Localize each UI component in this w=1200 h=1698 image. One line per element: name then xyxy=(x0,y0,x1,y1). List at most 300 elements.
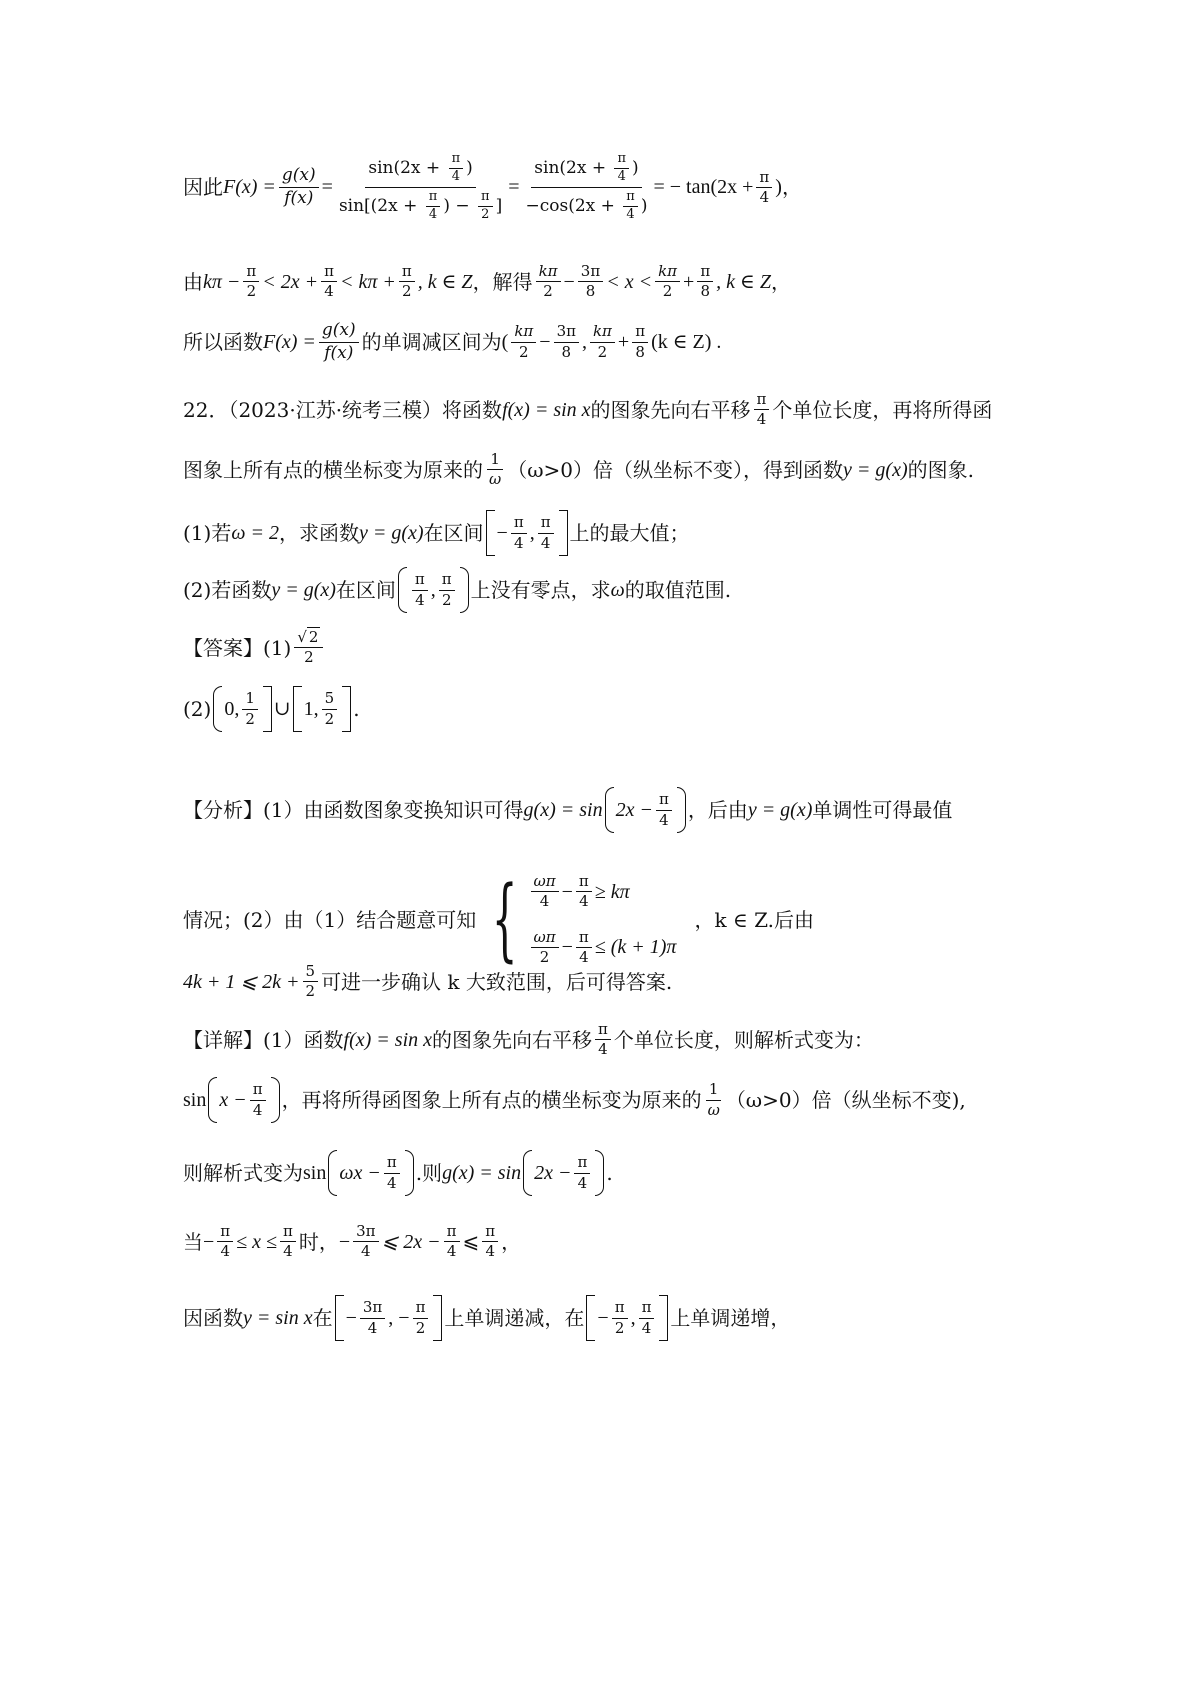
math-token: F(x) = xyxy=(263,331,316,354)
math-token: π xyxy=(399,262,415,282)
math-fraction xyxy=(384,1153,400,1193)
math-token: 8 xyxy=(635,342,645,361)
math-token xyxy=(586,1295,595,1341)
math-token: 4 xyxy=(539,892,550,911)
math-token: 3π xyxy=(360,1298,385,1318)
math-token: ，解得 xyxy=(472,269,533,294)
math-fraction xyxy=(756,168,772,208)
math-token: sin(2x + xyxy=(368,157,446,178)
math-fraction xyxy=(754,390,770,430)
analysis-line-2 xyxy=(183,866,815,972)
analysis-line-1 xyxy=(183,787,952,833)
math-token xyxy=(605,787,614,833)
math-fraction xyxy=(444,1222,460,1262)
math-fraction xyxy=(614,151,629,186)
math-fraction xyxy=(482,1222,498,1262)
math-token: 4 xyxy=(759,187,770,206)
math-token: 上单调递减，在 xyxy=(444,1306,585,1330)
math-token: 1 xyxy=(242,689,258,709)
detail-line-2 xyxy=(183,1077,966,1123)
math-token xyxy=(336,188,505,225)
math-token: ， xyxy=(501,1229,522,1254)
math-fraction xyxy=(595,1020,611,1060)
math-token: 的图象先向右平移 xyxy=(432,1027,592,1052)
math-token: 【详解】(1）函数 xyxy=(183,1027,344,1052)
math-token: − xyxy=(345,1307,357,1329)
math-fraction xyxy=(705,1080,723,1120)
math-token: , xyxy=(581,331,587,354)
math-token: 在 xyxy=(312,1306,333,1330)
math-token: 1, xyxy=(303,698,319,720)
math-token: 的图象. xyxy=(907,457,974,482)
math-token: 4 xyxy=(252,1100,263,1119)
math-fraction xyxy=(439,570,455,610)
math-token xyxy=(271,1077,280,1123)
math-token: 上的最大值； xyxy=(569,521,690,545)
math-fraction xyxy=(574,1153,590,1193)
math-token: π xyxy=(756,168,772,188)
math-token: 5 xyxy=(303,962,319,982)
math-token: 4 xyxy=(659,810,669,829)
math-token: 2 xyxy=(614,1318,625,1337)
math-token: π xyxy=(612,1298,628,1318)
math-token: ≤ (k + 1)π xyxy=(594,936,677,959)
question-22-line2 xyxy=(183,450,974,490)
fraction-sin-over-neg-cos xyxy=(522,150,650,225)
math-token: 上单调递增， xyxy=(670,1306,791,1330)
analysis-line-3 xyxy=(183,962,672,1002)
math-token: 2 xyxy=(543,282,553,301)
math-token: 2x − xyxy=(615,799,653,821)
math-token: 2 xyxy=(245,709,255,728)
math-token: 【分析】(1）由函数图象变换知识可得 xyxy=(183,798,524,822)
math-fraction xyxy=(321,262,337,302)
math-token: 4 xyxy=(641,1318,652,1337)
math-token: y = g(x) xyxy=(358,522,424,544)
math-fraction xyxy=(478,189,493,224)
math-token: 4 xyxy=(513,533,524,552)
math-fraction xyxy=(531,872,559,912)
math-token: kπ − xyxy=(203,270,241,293)
math-token: y = g(x) xyxy=(747,799,813,821)
math-token: （ω>0）倍（纵坐标不变), xyxy=(725,1088,966,1112)
math-token: − xyxy=(203,1230,215,1253)
math-token: （ω>0）倍（纵坐标不变），得到函数 xyxy=(507,457,844,482)
math-token: π xyxy=(574,1153,590,1173)
math-token: . xyxy=(606,1161,613,1185)
math-token xyxy=(595,1150,604,1196)
math-token xyxy=(433,1295,442,1341)
math-fraction xyxy=(449,151,464,186)
math-token: 上没有零点，求 xyxy=(470,578,611,602)
math-token: ω xyxy=(610,579,625,601)
math-fraction xyxy=(303,962,319,1002)
math-token: π xyxy=(321,262,337,282)
answer-part-1 xyxy=(183,628,326,668)
math-token: π xyxy=(449,151,464,169)
math-token: kπ xyxy=(536,262,561,282)
math-token xyxy=(398,567,407,613)
math-token: π xyxy=(412,570,428,590)
formula-inequality xyxy=(183,262,791,302)
math-token: π xyxy=(576,928,592,948)
math-fraction xyxy=(217,1222,233,1262)
math-token: − xyxy=(561,936,573,959)
math-token xyxy=(522,188,650,225)
math-token: , k ∈ Z xyxy=(417,270,473,293)
math-token: 4 xyxy=(540,533,551,552)
detail-line-5 xyxy=(183,1295,790,1341)
math-token: 4 xyxy=(361,1242,371,1261)
math-token: g(x) = sin xyxy=(442,1162,522,1184)
math-token: f(x) xyxy=(284,187,314,208)
math-token: , k ∈ Z xyxy=(716,270,771,293)
math-token: 因函数 xyxy=(183,1306,243,1330)
math-fraction xyxy=(511,322,536,362)
math-token: g(x) = sin xyxy=(523,799,603,821)
math-token xyxy=(263,686,272,732)
math-token: (2)若函数 xyxy=(183,578,272,602)
math-token xyxy=(293,686,302,732)
question-22 xyxy=(183,390,992,430)
detail-line-4 xyxy=(183,1222,521,1262)
math-fraction xyxy=(413,1298,429,1338)
text-prefix: 因此 xyxy=(183,175,223,200)
math-token: ，再将所得函图象上所有点的横坐标变为原来的 xyxy=(281,1088,702,1112)
math-token: kπ xyxy=(590,322,615,342)
math-token: 2 xyxy=(305,982,316,1001)
question-part-2 xyxy=(183,567,731,613)
math-fraction xyxy=(360,1298,385,1338)
math-token: 4 xyxy=(579,892,589,911)
math-fraction xyxy=(322,689,338,729)
math-token: π xyxy=(439,570,455,590)
math-fraction xyxy=(576,872,592,912)
math-token: − xyxy=(496,522,508,544)
math-token xyxy=(677,787,686,833)
math-fraction xyxy=(623,189,638,224)
math-token: 4 xyxy=(451,168,460,184)
math-token: 3π xyxy=(554,322,579,342)
math-token: f(x) xyxy=(324,342,354,363)
math-token: 2 xyxy=(402,282,412,301)
math-token: π xyxy=(639,1298,655,1318)
math-token: ) − xyxy=(443,195,476,216)
math-token: π xyxy=(754,390,770,410)
math-token: 4k + 1 ⩽ 2k + xyxy=(183,970,300,993)
math-token: π xyxy=(243,262,259,282)
math-token: F(x) = xyxy=(223,176,276,199)
math-token: 2 xyxy=(539,947,550,966)
math-fraction xyxy=(590,322,615,362)
math-token: ，k ∈ Z.后由 xyxy=(694,907,815,932)
math-token: π xyxy=(595,1020,611,1040)
math-token: y = g(x) xyxy=(271,579,336,601)
math-token: ] xyxy=(495,195,503,216)
math-token: ω xyxy=(489,470,502,489)
math-token: 2 xyxy=(481,206,490,222)
math-fraction xyxy=(511,513,527,553)
math-token: < 2x + xyxy=(262,270,319,293)
formula-F-definition xyxy=(183,150,802,225)
math-token: x − xyxy=(219,1089,247,1111)
math-token: ) xyxy=(640,195,648,216)
math-token: 4 xyxy=(626,206,635,222)
math-token: π xyxy=(623,189,638,207)
math-token: 4 xyxy=(324,282,334,301)
formula-decreasing-interval xyxy=(183,320,721,364)
math-token: 在区间 xyxy=(423,521,484,545)
math-token: 4 xyxy=(617,168,626,184)
math-token: 8 xyxy=(700,282,711,301)
math-token: π xyxy=(576,872,592,892)
math-token: { xyxy=(492,866,518,972)
math-token: ，求函数 xyxy=(278,521,359,545)
math-token: ω = 2 xyxy=(231,522,279,544)
math-fraction xyxy=(639,1298,655,1338)
math-token: .则 xyxy=(415,1161,443,1185)
detail-line-3 xyxy=(183,1150,613,1196)
math-token: kπ xyxy=(655,262,680,282)
math-token: ⩽ xyxy=(462,1230,480,1253)
math-token: sin xyxy=(183,1089,207,1111)
answer-part-2 xyxy=(183,686,360,732)
math-token: sin[(2x + xyxy=(338,195,423,216)
math-token: 的单调减区间为 xyxy=(361,330,502,355)
math-token: 时， xyxy=(298,1229,339,1254)
math-token xyxy=(559,510,568,556)
math-token: 8 xyxy=(561,342,572,361)
math-token: = − tan(2x + xyxy=(653,176,754,199)
math-token: 在区间 xyxy=(335,578,396,602)
math-token: 2 xyxy=(304,648,314,667)
math-token: ，后由 xyxy=(687,798,748,822)
math-fraction xyxy=(578,262,603,302)
math-token: 的图象先向右平移 xyxy=(590,397,751,422)
math-token: ωπ xyxy=(531,872,559,892)
math-token: 4 xyxy=(367,1318,378,1337)
fraction-sin-over-sin xyxy=(336,150,505,225)
math-token: 则解析式变为 xyxy=(183,1161,303,1185)
math-token: + xyxy=(617,331,630,354)
math-token: 4 xyxy=(283,1242,293,1261)
math-token: 4 xyxy=(387,1173,397,1192)
math-token xyxy=(213,686,222,732)
math-token: , − xyxy=(388,1307,410,1329)
math-token: −cos(2x + xyxy=(525,195,621,216)
math-token: 2x − xyxy=(534,1162,572,1184)
math-fraction xyxy=(697,262,713,302)
math-token: = xyxy=(508,176,520,199)
math-token: 1 xyxy=(487,450,503,470)
math-fraction xyxy=(242,689,258,729)
math-token: < x < xyxy=(606,270,653,293)
math-token: π xyxy=(656,790,672,810)
math-token: 4 xyxy=(579,947,589,966)
math-token: 可进一步确认 k 大致范围，后可得答案. xyxy=(321,969,673,994)
math-token: g(x) xyxy=(319,320,359,343)
math-token: π xyxy=(614,151,629,169)
math-token xyxy=(294,628,323,648)
math-token: ， xyxy=(781,175,802,200)
math-token: . xyxy=(353,697,360,721)
math-fraction xyxy=(632,322,648,362)
math-token: (k ∈ Z) . xyxy=(651,331,722,354)
math-token: , xyxy=(630,1307,636,1329)
math-token: 4 xyxy=(598,1040,608,1059)
math-token: π xyxy=(280,1222,296,1242)
math-token xyxy=(460,567,469,613)
math-token xyxy=(335,1295,344,1341)
math-fraction xyxy=(536,262,561,302)
math-token: 4 xyxy=(485,1242,495,1261)
math-token: − xyxy=(563,270,575,293)
math-token: 2 xyxy=(246,282,257,301)
math-token: 所以函数 xyxy=(183,330,263,355)
math-fraction xyxy=(243,262,259,302)
math-fraction xyxy=(319,320,359,364)
math-fraction xyxy=(412,570,428,610)
math-token: 2 xyxy=(441,590,452,609)
math-token: (2) xyxy=(183,697,212,721)
math-token: 4 xyxy=(446,1242,457,1261)
math-token xyxy=(486,510,495,556)
math-token: 8 xyxy=(585,282,596,301)
math-token: π xyxy=(217,1222,233,1242)
math-fraction xyxy=(612,1298,628,1338)
math-token xyxy=(365,150,475,188)
math-token: 2 xyxy=(662,282,673,301)
math-token: π xyxy=(482,1222,498,1242)
math-token xyxy=(531,150,641,188)
math-token: (1)若 xyxy=(183,521,232,545)
math-token: π xyxy=(511,513,527,533)
question-part-1 xyxy=(183,510,690,556)
math-token: = xyxy=(321,176,333,199)
math-token: π xyxy=(478,189,493,207)
math-token: 4 xyxy=(577,1173,588,1192)
math-token: y = sin x xyxy=(243,1307,313,1329)
math-token: 3π xyxy=(578,262,603,282)
math-token xyxy=(328,1150,337,1196)
math-token: 4 xyxy=(428,206,438,222)
math-token: 当 xyxy=(183,1229,203,1254)
math-token: 由 xyxy=(183,269,203,294)
math-token: ω xyxy=(707,1100,720,1119)
math-token: , xyxy=(529,522,535,544)
math-token: 【答案】(1) xyxy=(183,635,292,660)
math-token: 情况；(2）由（1）结合题意可知 xyxy=(183,907,477,932)
math-token: 5 xyxy=(322,689,338,709)
math-token: π xyxy=(413,1298,429,1318)
math-token xyxy=(523,1150,532,1196)
math-token: 2 xyxy=(519,342,529,361)
math-token: kπ xyxy=(511,322,536,342)
math-token: g(x) xyxy=(279,165,319,188)
math-token: ( xyxy=(501,331,509,354)
math-token: π xyxy=(632,322,648,342)
math-token: − xyxy=(561,880,573,903)
math-token: + xyxy=(683,270,695,293)
math-token: 3π xyxy=(353,1222,378,1242)
math-fraction xyxy=(250,1080,266,1120)
math-token: π xyxy=(250,1080,266,1100)
math-token: f(x) = sin x xyxy=(502,398,591,421)
math-fraction xyxy=(294,628,323,668)
math-token: ≤ x ≤ xyxy=(236,1230,277,1253)
math-token: 2 xyxy=(324,709,335,728)
math-token: ωπ xyxy=(531,928,559,948)
fraction-g-over-f xyxy=(279,165,319,209)
math-token: − xyxy=(539,331,551,354)
math-token xyxy=(659,1295,668,1341)
math-fraction xyxy=(280,1222,296,1262)
math-token: 4 xyxy=(756,410,767,429)
math-token: − xyxy=(338,1230,351,1253)
math-token: 4 xyxy=(220,1242,230,1261)
math-token: π xyxy=(538,513,554,533)
math-token: 2 xyxy=(597,342,608,361)
math-token: ∪ xyxy=(273,698,291,720)
math-fraction xyxy=(426,189,441,224)
math-fraction xyxy=(353,1222,378,1262)
math-fraction xyxy=(399,262,415,302)
math-token xyxy=(208,1077,217,1123)
math-fraction xyxy=(656,790,672,830)
math-token: 2 xyxy=(415,1318,426,1337)
math-token: 个单位长度，则解析式变为： xyxy=(613,1027,874,1052)
math-token: √ xyxy=(297,628,307,646)
math-token xyxy=(528,872,677,967)
math-token: π xyxy=(697,262,713,282)
math-token: − xyxy=(597,1307,609,1329)
system-of-inequalities xyxy=(476,866,677,972)
math-token: sin xyxy=(303,1162,327,1184)
math-token: sin(2x + xyxy=(534,157,612,178)
math-token: π xyxy=(426,189,441,207)
math-token: 单调性可得最值 xyxy=(812,798,953,822)
math-token: 2 xyxy=(308,628,319,646)
math-token: , xyxy=(430,579,436,601)
detail-line-1 xyxy=(183,1020,874,1060)
math-token: 22．（2023·江苏·统考三模）将函数 xyxy=(183,397,503,422)
math-token: ) xyxy=(466,157,473,178)
math-token: ωx − xyxy=(339,1162,381,1184)
math-token: 1 xyxy=(706,1080,722,1100)
math-token: < kπ + xyxy=(340,270,396,293)
math-token: y = g(x) xyxy=(843,458,908,481)
math-token xyxy=(405,1150,414,1196)
math-token: 个单位长度，再将所得函 xyxy=(772,397,993,422)
math-token: π xyxy=(444,1222,460,1242)
math-token: ) xyxy=(632,157,639,178)
math-token: 图象上所有点的横坐标变为原来的 xyxy=(183,457,483,482)
math-fraction xyxy=(554,322,579,362)
math-token: ) xyxy=(775,176,782,199)
math-token: 的取值范围. xyxy=(624,578,732,602)
math-token: π xyxy=(384,1153,400,1173)
math-fraction xyxy=(538,513,554,553)
math-token xyxy=(342,686,351,732)
math-token: 0, xyxy=(224,698,240,720)
math-token: ， xyxy=(770,269,791,294)
math-token: 4 xyxy=(415,590,425,609)
math-token: ⩽ 2x − xyxy=(381,1230,441,1253)
math-fraction xyxy=(655,262,680,302)
math-token: f(x) = sin x xyxy=(343,1028,432,1051)
math-token: ≥ kπ xyxy=(594,880,630,903)
math-fraction xyxy=(486,450,504,490)
